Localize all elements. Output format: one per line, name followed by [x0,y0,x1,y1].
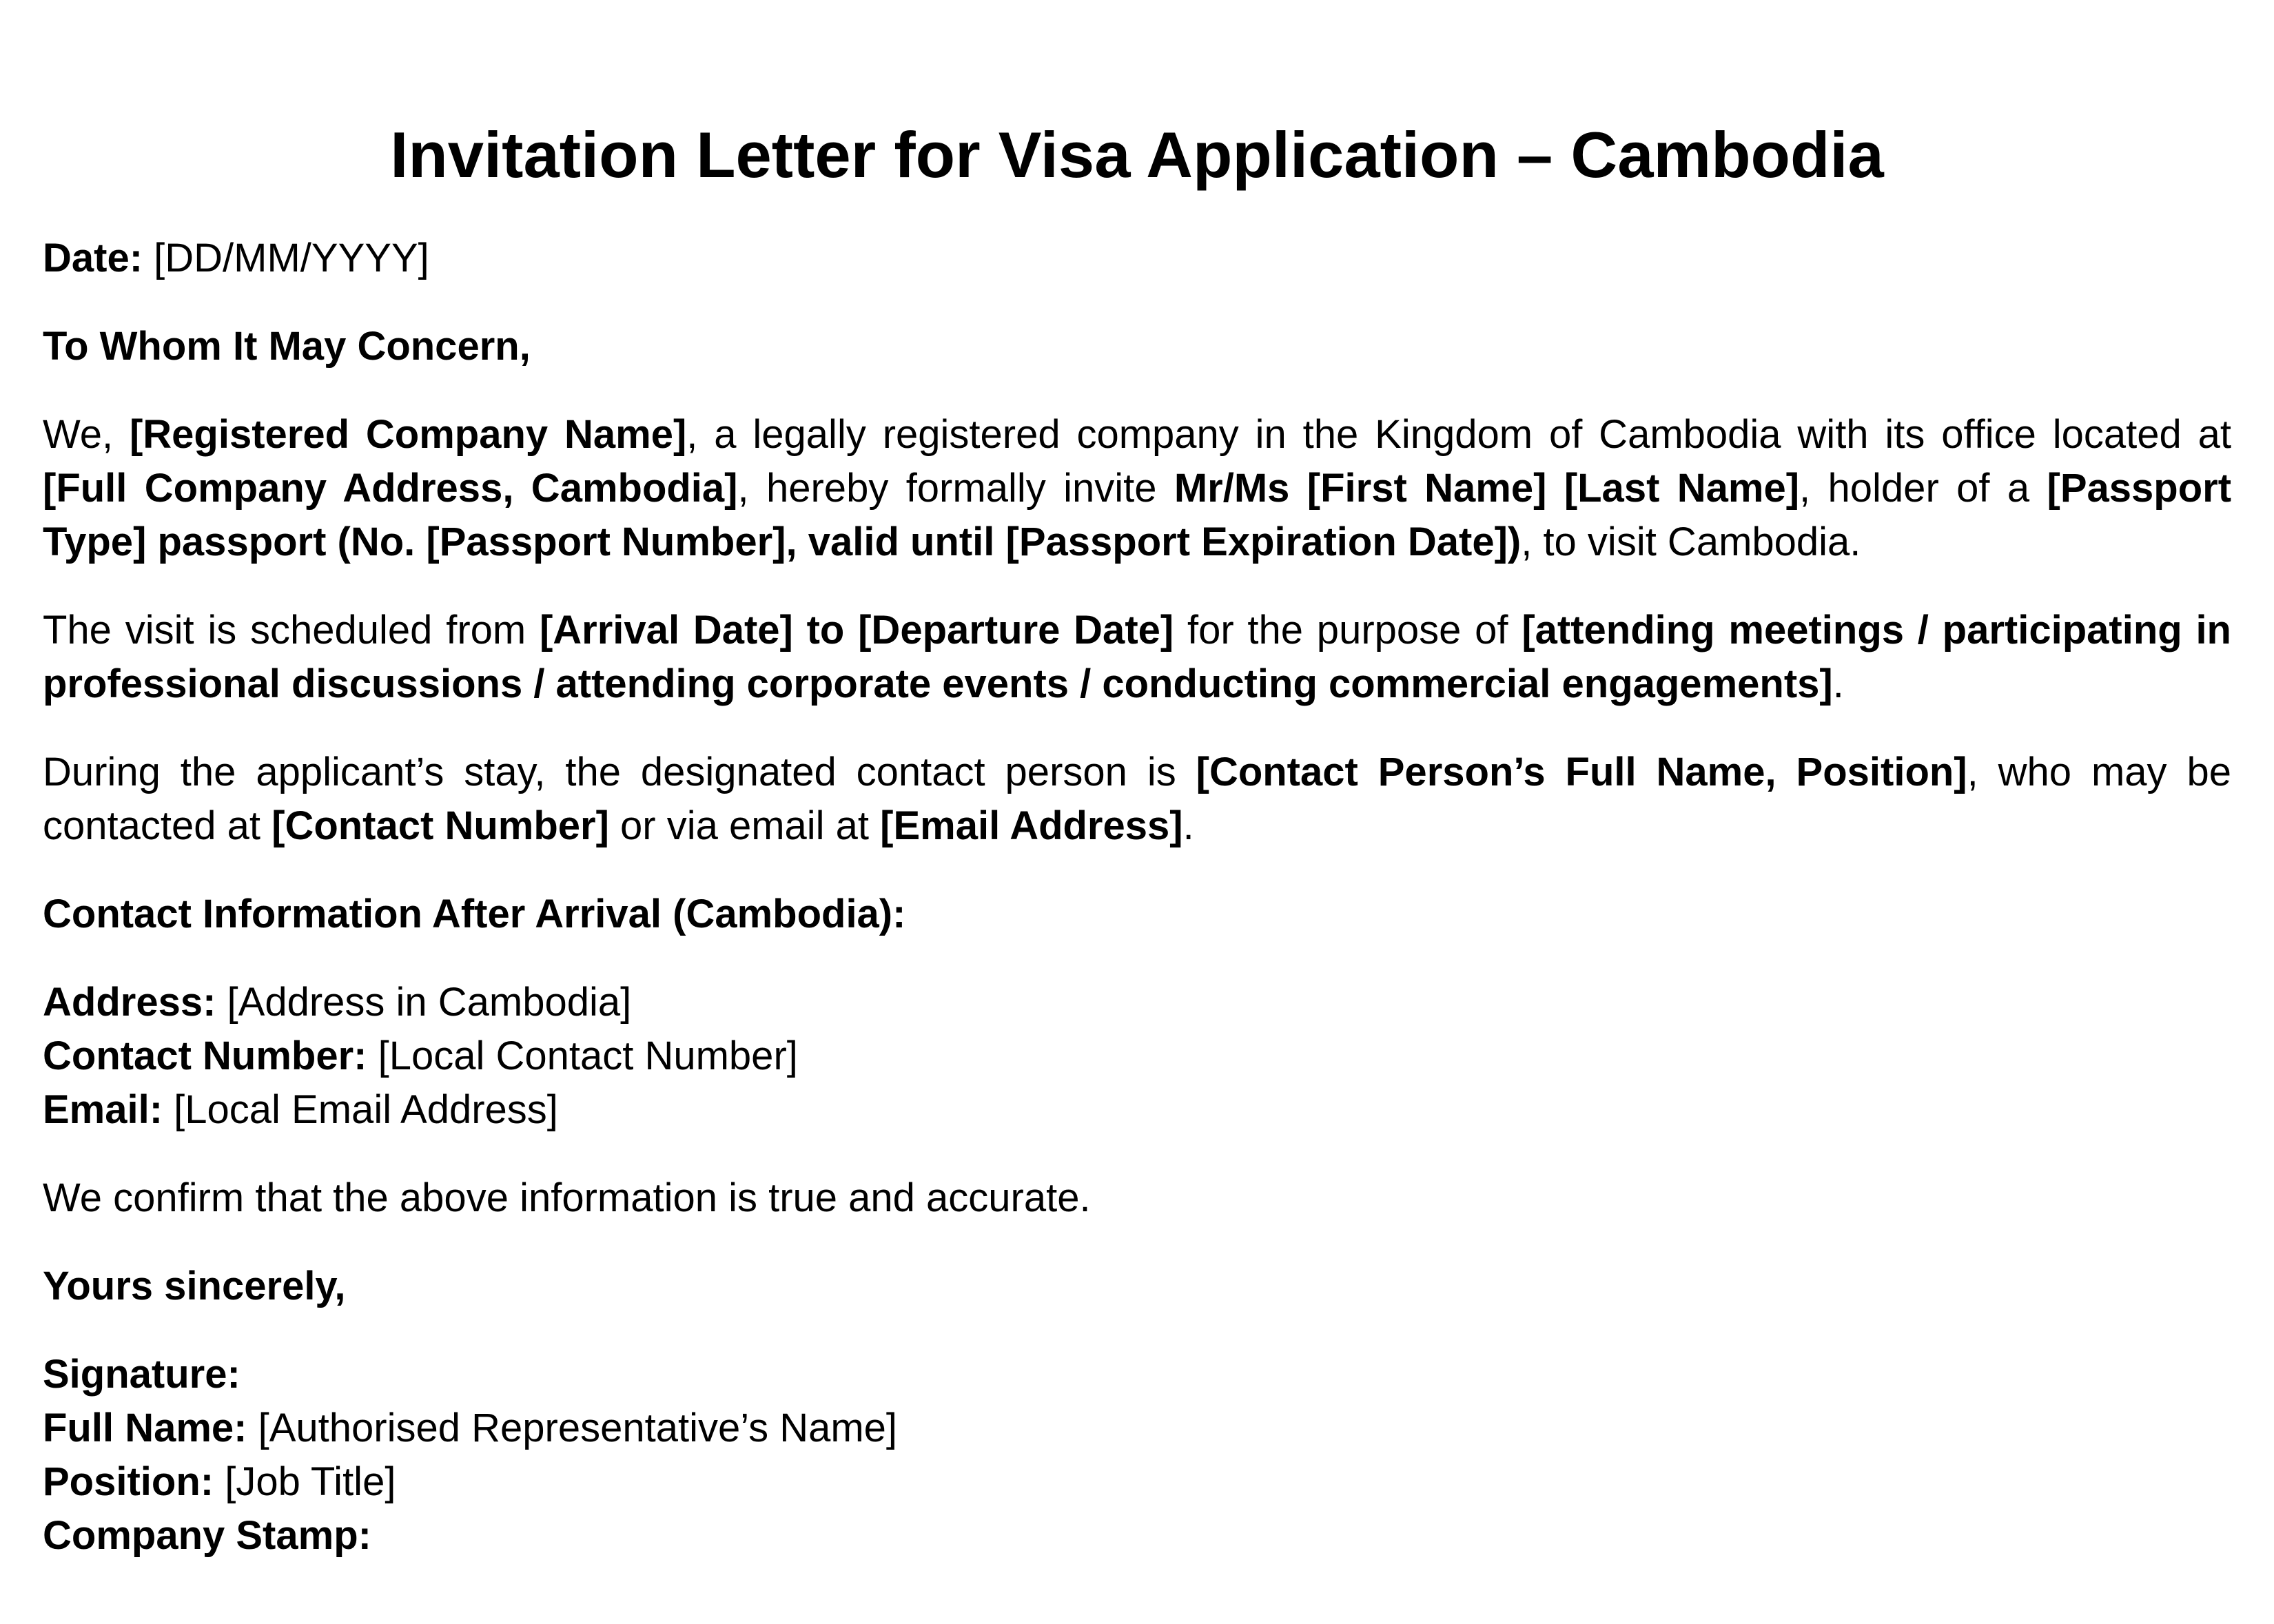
para3-text-1: During the applicant’s stay, the designated contact person is [43,750,1196,794]
full-name-label: Full Name: [43,1406,247,1450]
confirmation-statement: We confirm that the above information is true and accurate. [43,1175,1091,1220]
full-name-value: [Authorised Representative’s Name] [247,1406,898,1450]
salutation-text: To Whom It May Concern, [43,324,531,369]
position-value: [Job Title] [214,1459,396,1504]
salutation [43,320,2231,373]
signature-line [43,1348,2231,1401]
email-label: Email: [43,1087,163,1132]
contact-number-value: [Local Contact Number] [367,1034,798,1078]
paragraph-visit [43,604,2231,711]
company-address-placeholder: [Full Company Address, Cambodia] [43,466,738,511]
letter-title: Invitation Letter for Visa Application – Cambodia [390,119,1884,191]
paragraph-invitation [43,408,2231,569]
letter-body [43,232,2231,1597]
address-label: Address: [43,980,216,1025]
email-value: [Local Email Address] [163,1087,558,1132]
email-address-placeholder: [Email Address] [880,803,1183,848]
para1-text-4: , holder of a [1799,466,2047,511]
visit-dates-placeholder: [Arrival Date] to [Departure Date] [539,608,1174,652]
para3-text-4: . [1182,803,1194,848]
company-name-placeholder: [Registered Company Name] [129,412,687,457]
para2-text-3: . [1832,661,1844,706]
para3-text-2: , who may be contacted at [43,750,2231,848]
closing-text: Yours sincerely, [43,1264,346,1308]
closing [43,1260,2231,1313]
para1-text-5: , to visit Cambodia. [1521,520,1861,564]
address-value: [Address in Cambodia] [216,980,632,1025]
paragraph-contact-person [43,746,2231,853]
para1-text-1: We, [43,412,130,457]
date-line [43,232,2231,285]
signature-label: Signature: [43,1352,240,1397]
para1-text-2: , a legally registered company in the Kingdom of Cambodia with its office located at [686,412,2231,457]
address-line [43,976,2231,1029]
position-label: Position: [43,1459,214,1504]
date-label: Date: [43,236,143,280]
full-name-line [43,1401,2231,1455]
company-stamp-label: Company Stamp: [43,1513,371,1558]
contact-heading-text: Contact Information After Arrival (Cambodia): [43,892,906,936]
signature-block [43,1348,2231,1563]
para3-text-3: or via email at [608,803,881,848]
contact-number-placeholder: [Contact Number] [272,803,609,848]
position-line [43,1455,2231,1509]
para2-text-1: The visit is scheduled from [43,608,540,652]
company-stamp-line [43,1509,2231,1563]
date-value: [DD/MM/YYYY] [154,236,429,280]
contact-person-placeholder: [Contact Person’s Full Name, Position] [1196,750,1967,794]
contact-block [43,976,2231,1137]
invitee-name-placeholder: Mr/Ms [First Name] [Last Name] [1174,466,1800,511]
contact-number-line [43,1029,2231,1083]
contact-number-label: Contact Number: [43,1034,367,1078]
para1-text-3: , hereby formally invite [737,466,1174,511]
contact-heading [43,887,2231,941]
para2-text-2: for the purpose of [1174,608,1522,652]
visit-purpose-placeholder: [attending meetings / participating in professional discussions / attending corporate events / conducting commercial engagements] [43,608,2231,706]
email-line [43,1083,2231,1137]
passport-details-placeholder: [Passport Type] passport (No. [Passport Number], valid until [Passport Expiration Date]) [43,466,2232,564]
